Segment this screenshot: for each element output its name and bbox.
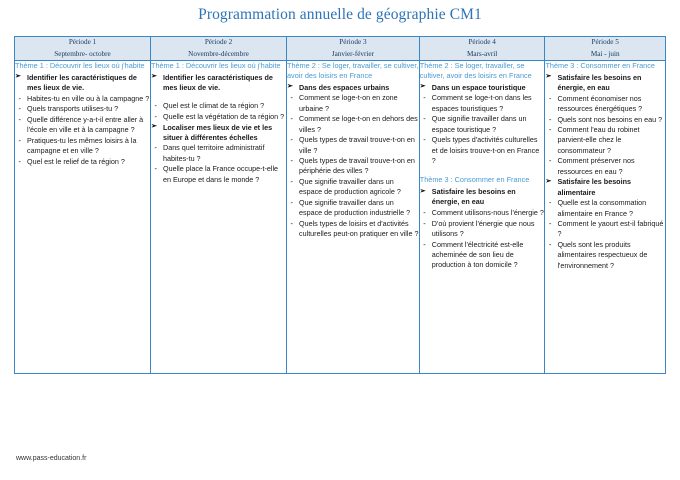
spacer xyxy=(151,94,286,101)
arrow-bullet-icon: ➢ xyxy=(151,123,157,131)
item-text: Quelle place la France occupe-t-elle en Europe et dans le monde ? xyxy=(163,164,279,184)
item-text: Quels sont les produits alimentaires respectueux de l'environnement ? xyxy=(557,240,648,270)
dash-bullet-icon: - xyxy=(548,114,552,124)
item-text: Quel est le climat de ta région ? xyxy=(163,101,265,111)
dash-bullet-icon: - xyxy=(18,135,21,145)
theme-item-list xyxy=(420,83,545,166)
period-label: Période 4 xyxy=(468,38,496,46)
period-months: Mars-avril xyxy=(466,49,498,58)
table-body xyxy=(15,60,666,373)
arrow-bullet-icon: ➢ xyxy=(545,73,552,81)
period-content-5 xyxy=(545,60,666,373)
question-item xyxy=(545,219,665,239)
question-item xyxy=(287,93,419,113)
question-item xyxy=(420,208,545,218)
question-item xyxy=(151,143,286,163)
table-row xyxy=(15,60,666,373)
dash-bullet-icon: - xyxy=(290,156,293,166)
objective-item xyxy=(287,83,419,93)
question-item xyxy=(420,219,545,239)
question-item xyxy=(15,94,150,104)
item-text: Satisfaire les besoins alimentaire xyxy=(557,177,631,197)
dash-bullet-icon: - xyxy=(290,198,293,208)
theme-heading: Thème 1 : Découvrir les lieux où j'habite xyxy=(151,60,281,70)
period-content-4 xyxy=(419,60,545,373)
theme-heading: Thème 1 : Découvrir les lieux où j'habite xyxy=(15,60,145,70)
item-text: Comment le yaourt est-il fabriqué ? xyxy=(557,219,664,239)
item-text: Quel est le relief de ta région ? xyxy=(27,156,125,166)
arrow-bullet-icon: ➢ xyxy=(287,83,293,91)
question-item xyxy=(287,135,419,155)
dash-bullet-icon: - xyxy=(290,135,293,145)
dash-bullet-icon: - xyxy=(548,93,552,103)
objective-item xyxy=(151,73,286,93)
dash-bullet-icon: - xyxy=(423,135,426,145)
dash-bullet-icon: - xyxy=(290,93,293,103)
item-text: Comment économiser nos ressources énergétiques ? xyxy=(557,93,643,113)
question-item xyxy=(15,136,150,156)
dash-bullet-icon: - xyxy=(18,156,21,166)
dash-bullet-icon: - xyxy=(423,239,426,249)
dash-bullet-icon: - xyxy=(423,114,426,124)
item-text: Que signifie travailler dans un espace de production industrielle ? xyxy=(299,198,411,218)
dash-bullet-icon: - xyxy=(154,164,157,174)
period-label: Période 1 xyxy=(68,38,97,46)
dash-bullet-icon: - xyxy=(548,125,552,135)
item-text: Dans un espace touristique xyxy=(431,82,526,92)
period-label: Période 3 xyxy=(339,38,367,46)
arrow-bullet-icon: ➢ xyxy=(15,73,21,81)
objective-item xyxy=(545,177,665,197)
objective-item xyxy=(420,83,545,93)
item-text: Quels sont nos besoins en eau ? xyxy=(557,114,663,124)
programmation-table xyxy=(14,36,666,374)
period-content-1 xyxy=(15,60,151,373)
table-header-row xyxy=(15,37,666,61)
arrow-bullet-icon: ➢ xyxy=(151,73,157,81)
objective-item xyxy=(545,73,665,93)
dash-bullet-icon: - xyxy=(423,218,426,228)
dash-bullet-icon: - xyxy=(154,143,157,153)
item-text: Pratiques-tu les mêmes loisirs à la campagne et en ville ? xyxy=(27,135,137,156)
dash-bullet-icon: - xyxy=(548,156,552,166)
dash-bullet-icon: - xyxy=(290,114,293,124)
question-item xyxy=(420,135,545,166)
arrow-bullet-icon: ➢ xyxy=(419,187,426,195)
question-item xyxy=(287,114,419,134)
item-text: Comment se loge-t-on dans les espaces touristiques ? xyxy=(431,93,532,113)
page-title: Programmation annuelle de géographie CM1 xyxy=(198,6,482,23)
theme-heading: Thème 2 : Se loger, travailler, se cultiver, avoir des loisirs en France xyxy=(287,60,419,80)
question-item xyxy=(545,240,665,271)
item-text: Comment se loge-t-on en zone urbaine ? xyxy=(299,93,398,113)
item-text: Quelle est la végétation de ta région ? xyxy=(163,111,285,121)
footer-website-url: www.pass-education.fr xyxy=(16,455,87,462)
dash-bullet-icon: - xyxy=(548,219,552,229)
dash-bullet-icon: - xyxy=(548,198,552,208)
period-header-4 xyxy=(419,37,545,61)
theme-item-list xyxy=(545,73,665,271)
question-item xyxy=(15,104,150,114)
item-text: Comment l'électricité est-elle acheminée de son lieu de production à ton domicile ? xyxy=(431,239,524,270)
dash-bullet-icon: - xyxy=(423,207,426,217)
dash-bullet-icon: - xyxy=(154,101,157,111)
period-header-5 xyxy=(545,37,666,61)
dash-bullet-icon: - xyxy=(423,93,426,103)
item-text: Satisfaire les besoins en énergie, en eau xyxy=(557,72,642,92)
dash-bullet-icon: - xyxy=(290,219,293,229)
question-item xyxy=(287,198,419,218)
theme-item-list xyxy=(420,187,545,270)
item-text: Localiser mes lieux de vie et les situer à différentes échelles xyxy=(163,122,273,142)
item-text: Habites-tu en ville ou à la campagne ? xyxy=(27,93,150,103)
period-header-1 xyxy=(15,37,151,61)
objective-item xyxy=(15,73,150,93)
item-text: Comment utilisons-nous l'énergie ? xyxy=(431,207,544,217)
theme-heading: Thème 3 : Consommer en France xyxy=(419,174,530,184)
item-text: Quelle différence y-a-t-il entre aller à l'école en ville et à la campagne ? xyxy=(27,115,144,135)
period-content-3 xyxy=(287,60,420,373)
question-item xyxy=(287,219,419,239)
question-item xyxy=(545,156,665,176)
theme-item-list xyxy=(151,73,286,185)
table-header-row-group xyxy=(15,37,666,61)
item-text: Dans des espaces urbains xyxy=(299,82,390,92)
item-text: Comment l'eau du robinet parvient-elle chez le consommateur ? xyxy=(557,125,640,155)
item-text: Satisfaire les besoins en énergie, en eau xyxy=(431,187,516,207)
question-item xyxy=(287,177,419,197)
period-content-2 xyxy=(151,60,287,373)
question-item xyxy=(15,157,150,167)
period-header-2 xyxy=(151,37,287,61)
question-item xyxy=(15,115,150,135)
objective-item xyxy=(420,187,545,207)
period-header-3 xyxy=(287,37,420,61)
period-label: Période 5 xyxy=(591,38,619,46)
arrow-bullet-icon: ➢ xyxy=(545,177,552,185)
question-item xyxy=(545,115,665,125)
item-text: Quels types de travail trouve-t-on en périphérie des villes ? xyxy=(299,156,415,176)
question-item xyxy=(151,101,286,111)
dash-bullet-icon: - xyxy=(18,115,21,125)
question-item xyxy=(545,94,665,114)
theme-heading: Thème 3 : Consommer en France xyxy=(545,60,655,70)
item-text: D'où provient l'énergie que nous utilisons ? xyxy=(431,218,535,238)
item-text: Quels transports utilises-tu ? xyxy=(27,104,119,114)
question-item xyxy=(545,198,665,218)
question-item xyxy=(545,125,665,156)
item-text: Identifier les caractéristiques de mes lieux de vie. xyxy=(163,72,273,92)
period-months: Septembre- octobre xyxy=(54,49,111,58)
item-text: Identifier les caractéristiques de mes lieux de vie. xyxy=(27,72,137,92)
dash-bullet-icon: - xyxy=(290,177,293,187)
question-item xyxy=(287,156,419,176)
theme-heading: Thème 2 : Se loger, travailler, se cultiver, avoir des loisirs en France xyxy=(419,60,532,80)
theme-item-list xyxy=(15,73,150,167)
item-text: Quelle est la consommation alimentaire en France ? xyxy=(557,198,647,218)
question-item xyxy=(151,164,286,184)
question-item xyxy=(420,240,545,271)
question-item xyxy=(151,112,286,122)
item-text: Quels types de loisirs et d'activités culturelles peut-on pratiquer en ville ? xyxy=(299,219,419,239)
item-text: Quels types de travail trouve-t-on en ville ? xyxy=(299,135,415,155)
item-text: Que signifie travailler dans un espace de production agricole ? xyxy=(299,177,401,197)
period-months: Mai - juin xyxy=(590,49,620,58)
period-months: Janvier-février xyxy=(331,49,374,58)
dash-bullet-icon: - xyxy=(154,111,157,121)
dash-bullet-icon: - xyxy=(18,93,21,103)
question-item xyxy=(420,93,545,113)
arrow-bullet-icon: ➢ xyxy=(419,83,426,91)
objective-item xyxy=(151,123,286,143)
item-text: Comment préserver nos ressources en eau ? xyxy=(557,156,635,176)
item-text: Dans quel territoire administratif habites-tu ? xyxy=(163,143,265,163)
period-label: Période 2 xyxy=(204,38,233,46)
question-item xyxy=(420,114,545,134)
period-months: Novembre-décembre xyxy=(188,49,249,58)
theme-item-list xyxy=(287,83,419,240)
item-text: Que signifie travailler dans un espace touristique ? xyxy=(431,114,527,134)
dash-bullet-icon: - xyxy=(548,240,552,250)
item-text: Comment se loge-t-on en dehors des villes ? xyxy=(299,114,418,134)
dash-bullet-icon: - xyxy=(18,104,21,114)
item-text: Quels types d'activités culturelles et de loisirs trouve-t-on en France ? xyxy=(431,135,540,165)
